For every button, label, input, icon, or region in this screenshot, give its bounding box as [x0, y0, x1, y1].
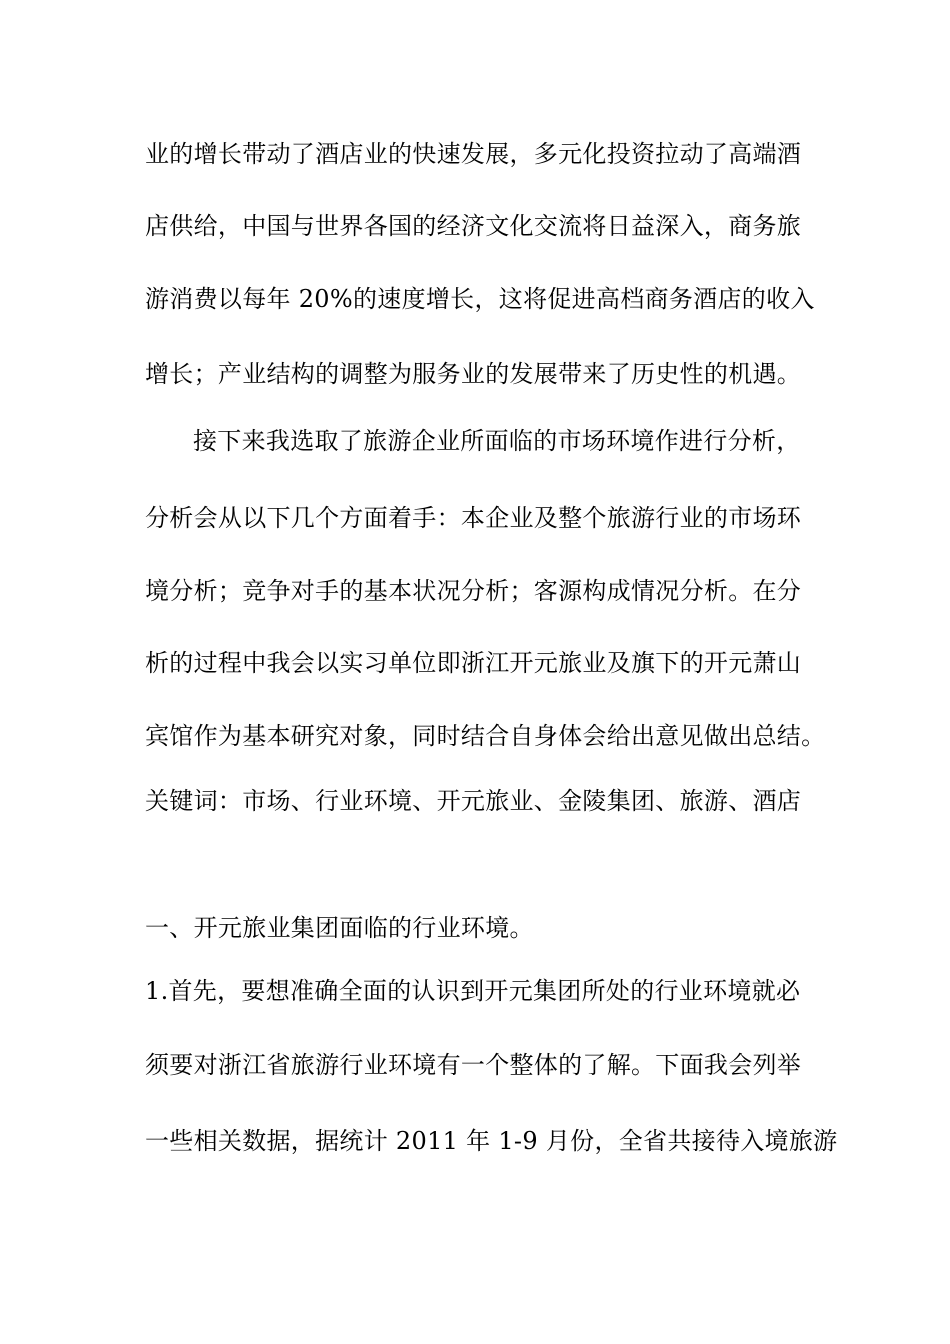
section-heading: 一、开元旅业集团面临的行业环境。: [145, 914, 534, 942]
paragraph-line: 游消费以每年 20%的速度增长，这将促进高档商务酒店的收入: [145, 285, 815, 313]
paragraph-line: 境分析；竞争对手的基本状况分析；客源构成情况分析。在分: [145, 577, 802, 605]
paragraph-line: 分析会从以下几个方面着手：本企业及整个旅游行业的市场环: [145, 504, 802, 532]
keywords-line: 关键词：市场、行业环境、开元旅业、金陵集团、旅游、酒店: [145, 787, 802, 815]
paragraph-line: 1.首先，要想准确全面的认识到开元集团所处的行业环境就必: [145, 977, 801, 1005]
paragraph-line: 店供给，中国与世界各国的经济文化交流将日益深入，商务旅: [145, 212, 802, 240]
paragraph-line: 接下来我选取了旅游企业所面临的市场环境作进行分析，: [193, 427, 801, 455]
paragraph-line: 业的增长带动了酒店业的快速发展，多元化投资拉动了高端酒: [145, 140, 802, 168]
paragraph-line: 增长；产业结构的调整为服务业的发展带来了历史性的机遇。: [145, 360, 802, 388]
paragraph-line: 须要对浙江省旅游行业环境有一个整体的了解。下面我会列举: [145, 1051, 802, 1079]
paragraph-line: 一些相关数据，据统计 2011 年 1-9 月份，全省共接待入境旅游: [145, 1127, 838, 1155]
paragraph-line: 宾馆作为基本研究对象，同时结合自身体会给出意见做出总结。: [145, 722, 826, 750]
paragraph-line: 析的过程中我会以实习单位即浙江开元旅业及旗下的开元萧山: [145, 649, 802, 677]
